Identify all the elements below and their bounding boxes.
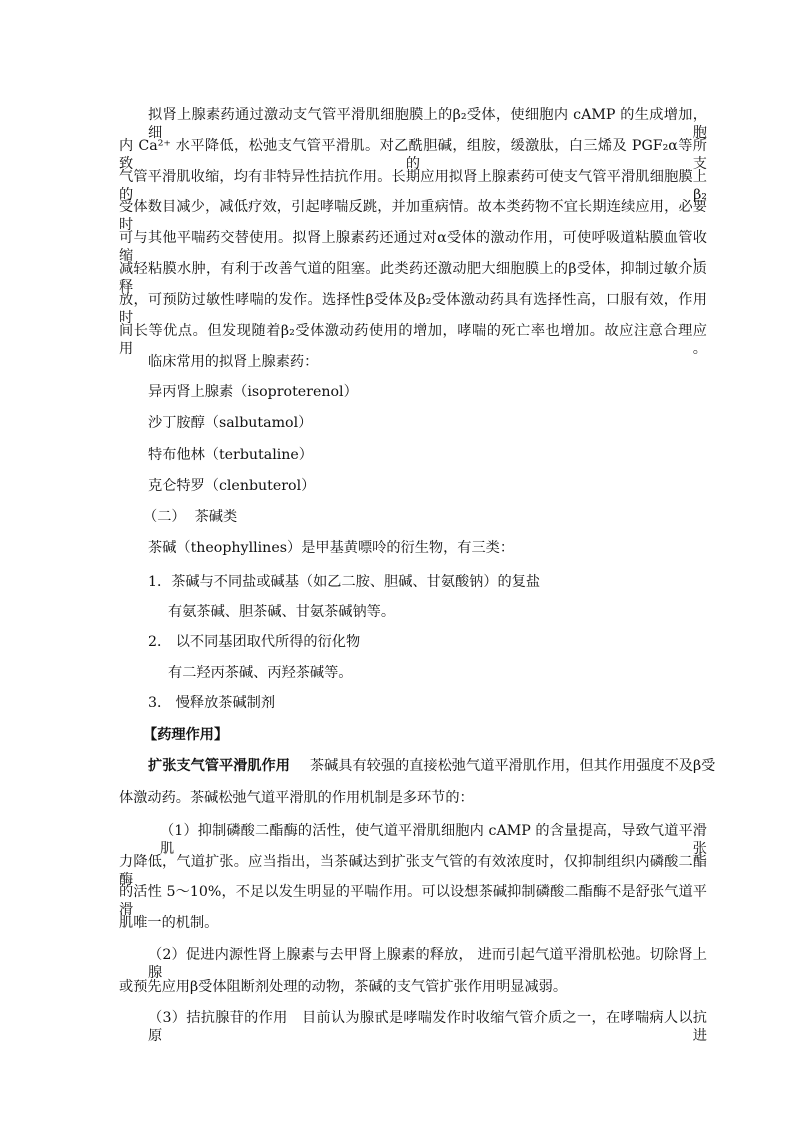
- text-line: 放，可预防过敏性哮喘的发作。选择性β受体及β₂受体激动药具有选择性高，口服有效，作用时: [119, 292, 707, 326]
- common-drugs-heading: 临床常用的拟肾上腺素药：: [148, 354, 319, 370]
- class-title: 1．茶碱与不同盐或碱基（如乙二胺、胆碱、甘氨酸钠）的复盐: [148, 574, 541, 590]
- theophylline-intro: 茶碱（theophyllines）是甲基黄嘌呤的衍生物，有三类：: [148, 540, 515, 556]
- pharmacology-heading: 【药理作用】: [143, 727, 229, 743]
- text-line: （1）抑制磷酸二酯酶的活性，使气道平滑肌细胞内 cAMP 的含量提高，导致气道平滑肌张: [160, 823, 707, 857]
- text-line: 气管平滑肌收缩，均有非特异性拮抗作用。长期应用拟肾上腺素药可使支气管平滑肌细胞膜上的β₂: [119, 169, 707, 203]
- text-line: （3）拮抗腺苷的作用 目前认为腺甙是哮喘发作时收缩气管介质之一，在哮喘病人以抗原进: [148, 1010, 707, 1044]
- drug-item: 克仑特罗（clenbuterol）: [148, 478, 316, 494]
- text-line: 力降低，气道扩张。应当指出，当茶碱达到扩张支气管的有效浓度时，仅抑制组织内磷酸二酯酶: [119, 854, 707, 888]
- text-line: 间长等优点。但发现随着β₂受体激动药使用的增加，哮喘的死亡率也增加。故应注意合理应用。: [119, 323, 707, 357]
- drug-item: 特布他林（terbutaline）: [148, 447, 313, 463]
- text-line: 体激动药。茶碱松弛气道平滑肌的作用机制是多环节的：: [119, 790, 474, 806]
- class-detail: 有二羟丙茶碱、丙羟茶碱等。: [168, 665, 353, 681]
- class-title: 3． 慢释放茶碱制剂: [148, 695, 276, 711]
- text-line: 的活性 5～10%，不足以发生明显的平喘作用。可以设想茶碱抑制磷酸二酯酶不是舒张气道平滑: [119, 884, 707, 918]
- text-line: 受体数目减少，减低疗效，引起哮喘反跳，并加重病情。故本类药物不宜长期连续应用，必要时: [119, 199, 707, 233]
- text-line: 或预先应用β受体阻断剂处理的动物，茶碱的支气管扩张作用明显减弱。: [119, 979, 568, 995]
- bronchodilation-title: 扩张支气管平滑肌作用: [148, 758, 290, 774]
- drug-item: 沙丁胺醇（salbutamol）: [148, 415, 313, 431]
- drug-item: 异丙肾上腺素（isoproterenol）: [148, 384, 358, 400]
- class-title: 2． 以不同基团取代所得的衍化物: [148, 634, 361, 650]
- text-line: 拟肾上腺素药通过激动支气管平滑肌细胞膜上的β₂受体，使细胞内 cAMP 的生成增加，细胞: [148, 107, 707, 141]
- text-line: 肌唯一的机制。: [119, 915, 219, 931]
- text-line: 减轻粘膜水肿，有利于改善气道的阻塞。此类药还激动肥大细胞膜上的β受体，抑制过敏介质释: [119, 261, 707, 295]
- section-heading-theophylline: （二） 茶碱类: [143, 509, 238, 525]
- class-detail: 有氨茶碱、胆茶碱、甘氨茶碱钠等。: [168, 604, 396, 620]
- text-line: 可与其他平喘药交替使用。拟肾上腺素药还通过对α受体的激动作用，可使呼吸道粘膜血管收缩，: [119, 230, 707, 264]
- bronchodilation-line: [148, 757, 716, 775]
- text-line: 茶碱具有较强的直接松弛气道平滑肌作用，但其作用强度不及β受: [309, 758, 716, 774]
- text-line: （2）促进内源性肾上腺素与去甲肾上腺素的释放， 进而引起气道平滑肌松弛。切除肾上腺: [148, 947, 707, 981]
- text-line: 内 Ca²⁺ 水平降低，松弛支气管平滑肌。对乙酰胆碱，组胺，缓激肽，白三烯及 PGF₂α等所致的支: [119, 138, 707, 172]
